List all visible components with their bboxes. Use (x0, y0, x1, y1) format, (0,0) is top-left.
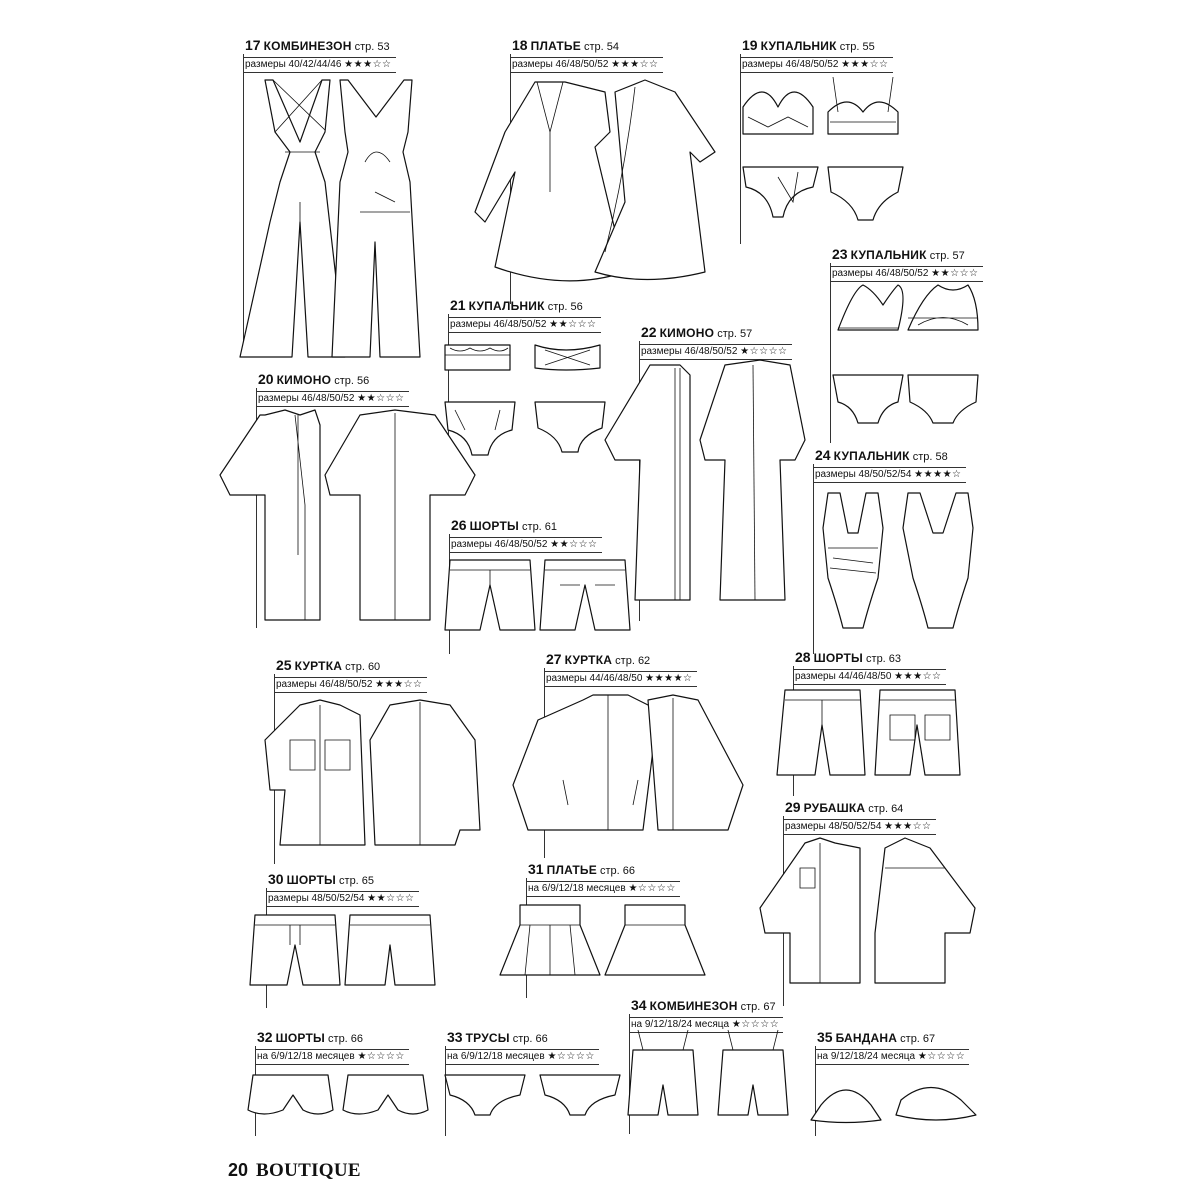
item-name: КУПАЛЬНИК (833, 449, 910, 463)
item-sizes: на 6/9/12/18 месяцев (528, 883, 626, 894)
item-sizes-row (445, 1049, 599, 1065)
item-number: 21 (450, 297, 466, 313)
item-name: РУБАШКА (803, 801, 866, 815)
item-page-ref: стр. 67 (740, 1001, 776, 1013)
item-sizes: размеры 46/48/50/52 (512, 59, 609, 70)
sketch-32-shorts (248, 1070, 428, 1120)
item-sizes-row (526, 881, 680, 897)
item-sizes: размеры 46/48/50/52 (742, 59, 839, 70)
item-sizes: размеры 46/48/50/52 (450, 319, 547, 330)
item-sizes: размеры 48/50/52/54 (785, 821, 882, 832)
difficulty-stars: ★☆☆☆☆ (917, 1051, 966, 1062)
difficulty-stars: ★★★☆☆ (344, 59, 392, 70)
item-page-ref: стр. 66 (512, 1033, 548, 1045)
item-25 (276, 658, 427, 693)
item-page-ref: стр. 57 (929, 250, 965, 262)
page-number: 20 (228, 1160, 249, 1180)
item-sizes: на 9/12/18/24 месяца (817, 1051, 916, 1062)
difficulty-stars: ★★☆☆☆ (357, 393, 405, 404)
item-number: 32 (257, 1029, 273, 1045)
item-sizes-row (544, 671, 697, 687)
sketch-19-swimsuit (738, 72, 898, 222)
item-number: 27 (546, 651, 562, 667)
item-name: КУРТКА (564, 653, 613, 667)
sketch-30-shorts (245, 910, 440, 990)
difficulty-stars: ★★☆☆☆ (931, 268, 979, 279)
difficulty-stars: ★★★☆☆ (611, 59, 659, 70)
item-number: 19 (742, 37, 758, 53)
item-name: КИМОНО (276, 373, 332, 387)
sketch-28-shorts (775, 685, 970, 780)
difficulty-stars: ★☆☆☆☆ (357, 1051, 405, 1062)
item-sizes-row (448, 317, 601, 333)
sketch-26-shorts (440, 555, 640, 640)
difficulty-stars: ★★★★☆ (914, 469, 962, 480)
item-name: БАНДАНА (835, 1031, 898, 1045)
item-sizes: на 9/12/18/24 месяца (631, 1019, 730, 1030)
magazine-logo: BOUTIQUE (256, 1160, 361, 1181)
item-28 (795, 650, 946, 685)
item-name: КИМОНО (659, 326, 715, 340)
difficulty-stars: ★★★★☆ (645, 673, 693, 684)
item-27 (546, 652, 697, 687)
item-31 (528, 862, 680, 897)
item-name: ШОРТЫ (286, 873, 336, 887)
item-sizes: на 6/9/12/18 месяцев (447, 1051, 545, 1062)
item-page-ref: стр. 66 (328, 1033, 364, 1045)
item-17 (245, 38, 396, 73)
item-page-ref: стр. 61 (522, 521, 558, 533)
item-number: 35 (817, 1029, 833, 1045)
item-name: ПЛАТЬЕ (546, 863, 597, 877)
difficulty-stars: ★★★☆☆ (841, 59, 889, 70)
item-sizes: размеры 48/50/52/54 (268, 893, 365, 904)
item-page-ref: стр. 55 (839, 41, 875, 53)
page-footer (228, 1160, 361, 1182)
item-page-ref: стр. 65 (339, 875, 375, 887)
item-sizes: размеры 48/50/52/54 (815, 469, 912, 480)
item-number: 18 (512, 37, 528, 53)
item-page-ref: стр. 66 (599, 865, 635, 877)
sketch-25-jacket (260, 700, 485, 850)
sketch-34-romper (618, 1030, 798, 1120)
item-30 (268, 872, 419, 907)
item-18 (512, 38, 663, 73)
sketch-21-swimsuit (440, 340, 615, 460)
item-name: ТРУСЫ (465, 1031, 510, 1045)
item-sizes: размеры 46/48/50/52 (258, 393, 355, 404)
item-number: 34 (631, 997, 647, 1013)
item-page-ref: стр. 53 (354, 41, 390, 53)
item-name: КУПАЛЬНИК (760, 39, 837, 53)
item-sizes-row (783, 819, 936, 835)
item-name: ПЛАТЬЕ (530, 39, 581, 53)
item-sizes-row (740, 57, 893, 73)
item-page-ref: стр. 58 (912, 451, 948, 463)
difficulty-stars: ★☆☆☆☆ (740, 346, 788, 357)
item-number: 30 (268, 871, 284, 887)
item-number: 28 (795, 649, 811, 665)
item-page-ref: стр. 54 (583, 41, 619, 53)
item-number: 25 (276, 657, 292, 673)
item-number: 20 (258, 371, 274, 387)
item-name: КУПАЛЬНИК (850, 248, 927, 262)
item-page-ref: стр. 67 (900, 1033, 936, 1045)
item-sizes-row (793, 669, 946, 685)
item-number: 29 (785, 799, 801, 815)
item-number: 31 (528, 861, 544, 877)
item-sizes: размеры 46/48/50/52 (451, 539, 548, 550)
difficulty-stars: ★★★☆☆ (894, 671, 942, 682)
item-number: 24 (815, 447, 831, 463)
item-name: КОМБИНЕЗОН (263, 39, 352, 53)
item-sizes-row (815, 1049, 969, 1065)
item-name: ШОРТЫ (813, 651, 863, 665)
item-page-ref: стр. 63 (866, 653, 902, 665)
item-21 (450, 298, 601, 333)
item-page-ref: стр. 62 (615, 655, 651, 667)
item-sizes-row (243, 57, 396, 73)
item-sizes: на 6/9/12/18 месяцев (257, 1051, 355, 1062)
item-name: КОМБИНЕЗОН (649, 999, 738, 1013)
item-number: 26 (451, 517, 467, 533)
item-sizes-row (510, 57, 663, 73)
item-sizes-row (266, 891, 419, 907)
difficulty-stars: ★★★☆☆ (884, 821, 932, 832)
sketch-23-swimsuit (828, 280, 988, 425)
item-page-ref: стр. 64 (868, 803, 904, 815)
difficulty-stars: ★☆☆☆☆ (628, 883, 676, 894)
item-32 (257, 1030, 409, 1065)
sketch-17-jumpsuit (230, 72, 410, 362)
item-35 (817, 1030, 969, 1065)
difficulty-stars: ★☆☆☆☆ (547, 1051, 595, 1062)
item-name: ШОРТЫ (275, 1031, 325, 1045)
item-number: 23 (832, 246, 848, 262)
difficulty-stars: ★★★☆☆ (375, 679, 423, 690)
item-name: КУПАЛЬНИК (468, 299, 545, 313)
sketch-27-jacket (508, 690, 748, 840)
difficulty-stars: ★★☆☆☆ (550, 539, 598, 550)
item-number: 33 (447, 1029, 463, 1045)
item-name: ШОРТЫ (469, 519, 519, 533)
item-page-ref: стр. 57 (717, 328, 753, 340)
item-20 (258, 372, 409, 407)
item-number: 17 (245, 37, 261, 53)
item-name: КУРТКА (294, 659, 343, 673)
item-number: 22 (641, 324, 657, 340)
sketch-35-bandana (806, 1070, 986, 1125)
item-sizes: размеры 46/48/50/52 (832, 268, 929, 279)
item-24 (815, 448, 966, 483)
item-sizes: размеры 46/48/50/52 (641, 346, 738, 357)
item-page-ref: стр. 56 (547, 301, 583, 313)
sketch-24-swimsuit (808, 488, 978, 638)
item-sizes-row (255, 1049, 409, 1065)
difficulty-stars: ★☆☆☆☆ (731, 1019, 780, 1030)
difficulty-stars: ★★☆☆☆ (367, 893, 415, 904)
sketch-29-shirt (760, 838, 980, 986)
item-19 (742, 38, 893, 73)
item-34 (631, 998, 783, 1033)
item-sizes-row (813, 467, 966, 483)
item-sizes: размеры 44/46/48/50 (795, 671, 892, 682)
sketch-33-briefs (440, 1070, 625, 1120)
item-page-ref: стр. 56 (334, 375, 370, 387)
sketch-31-dress (500, 900, 705, 980)
item-sizes: размеры 40/42/44/46 (245, 59, 342, 70)
sketch-18-dress (475, 72, 715, 292)
item-sizes-row (274, 677, 427, 693)
item-sizes: размеры 46/48/50/52 (276, 679, 373, 690)
item-33 (447, 1030, 599, 1065)
item-22 (641, 325, 792, 360)
item-page-ref: стр. 60 (345, 661, 381, 673)
item-sizes: размеры 44/46/48/50 (546, 673, 643, 684)
item-29 (785, 800, 936, 835)
item-sizes-row (639, 344, 792, 360)
difficulty-stars: ★★☆☆☆ (549, 319, 597, 330)
item-23 (832, 247, 983, 282)
